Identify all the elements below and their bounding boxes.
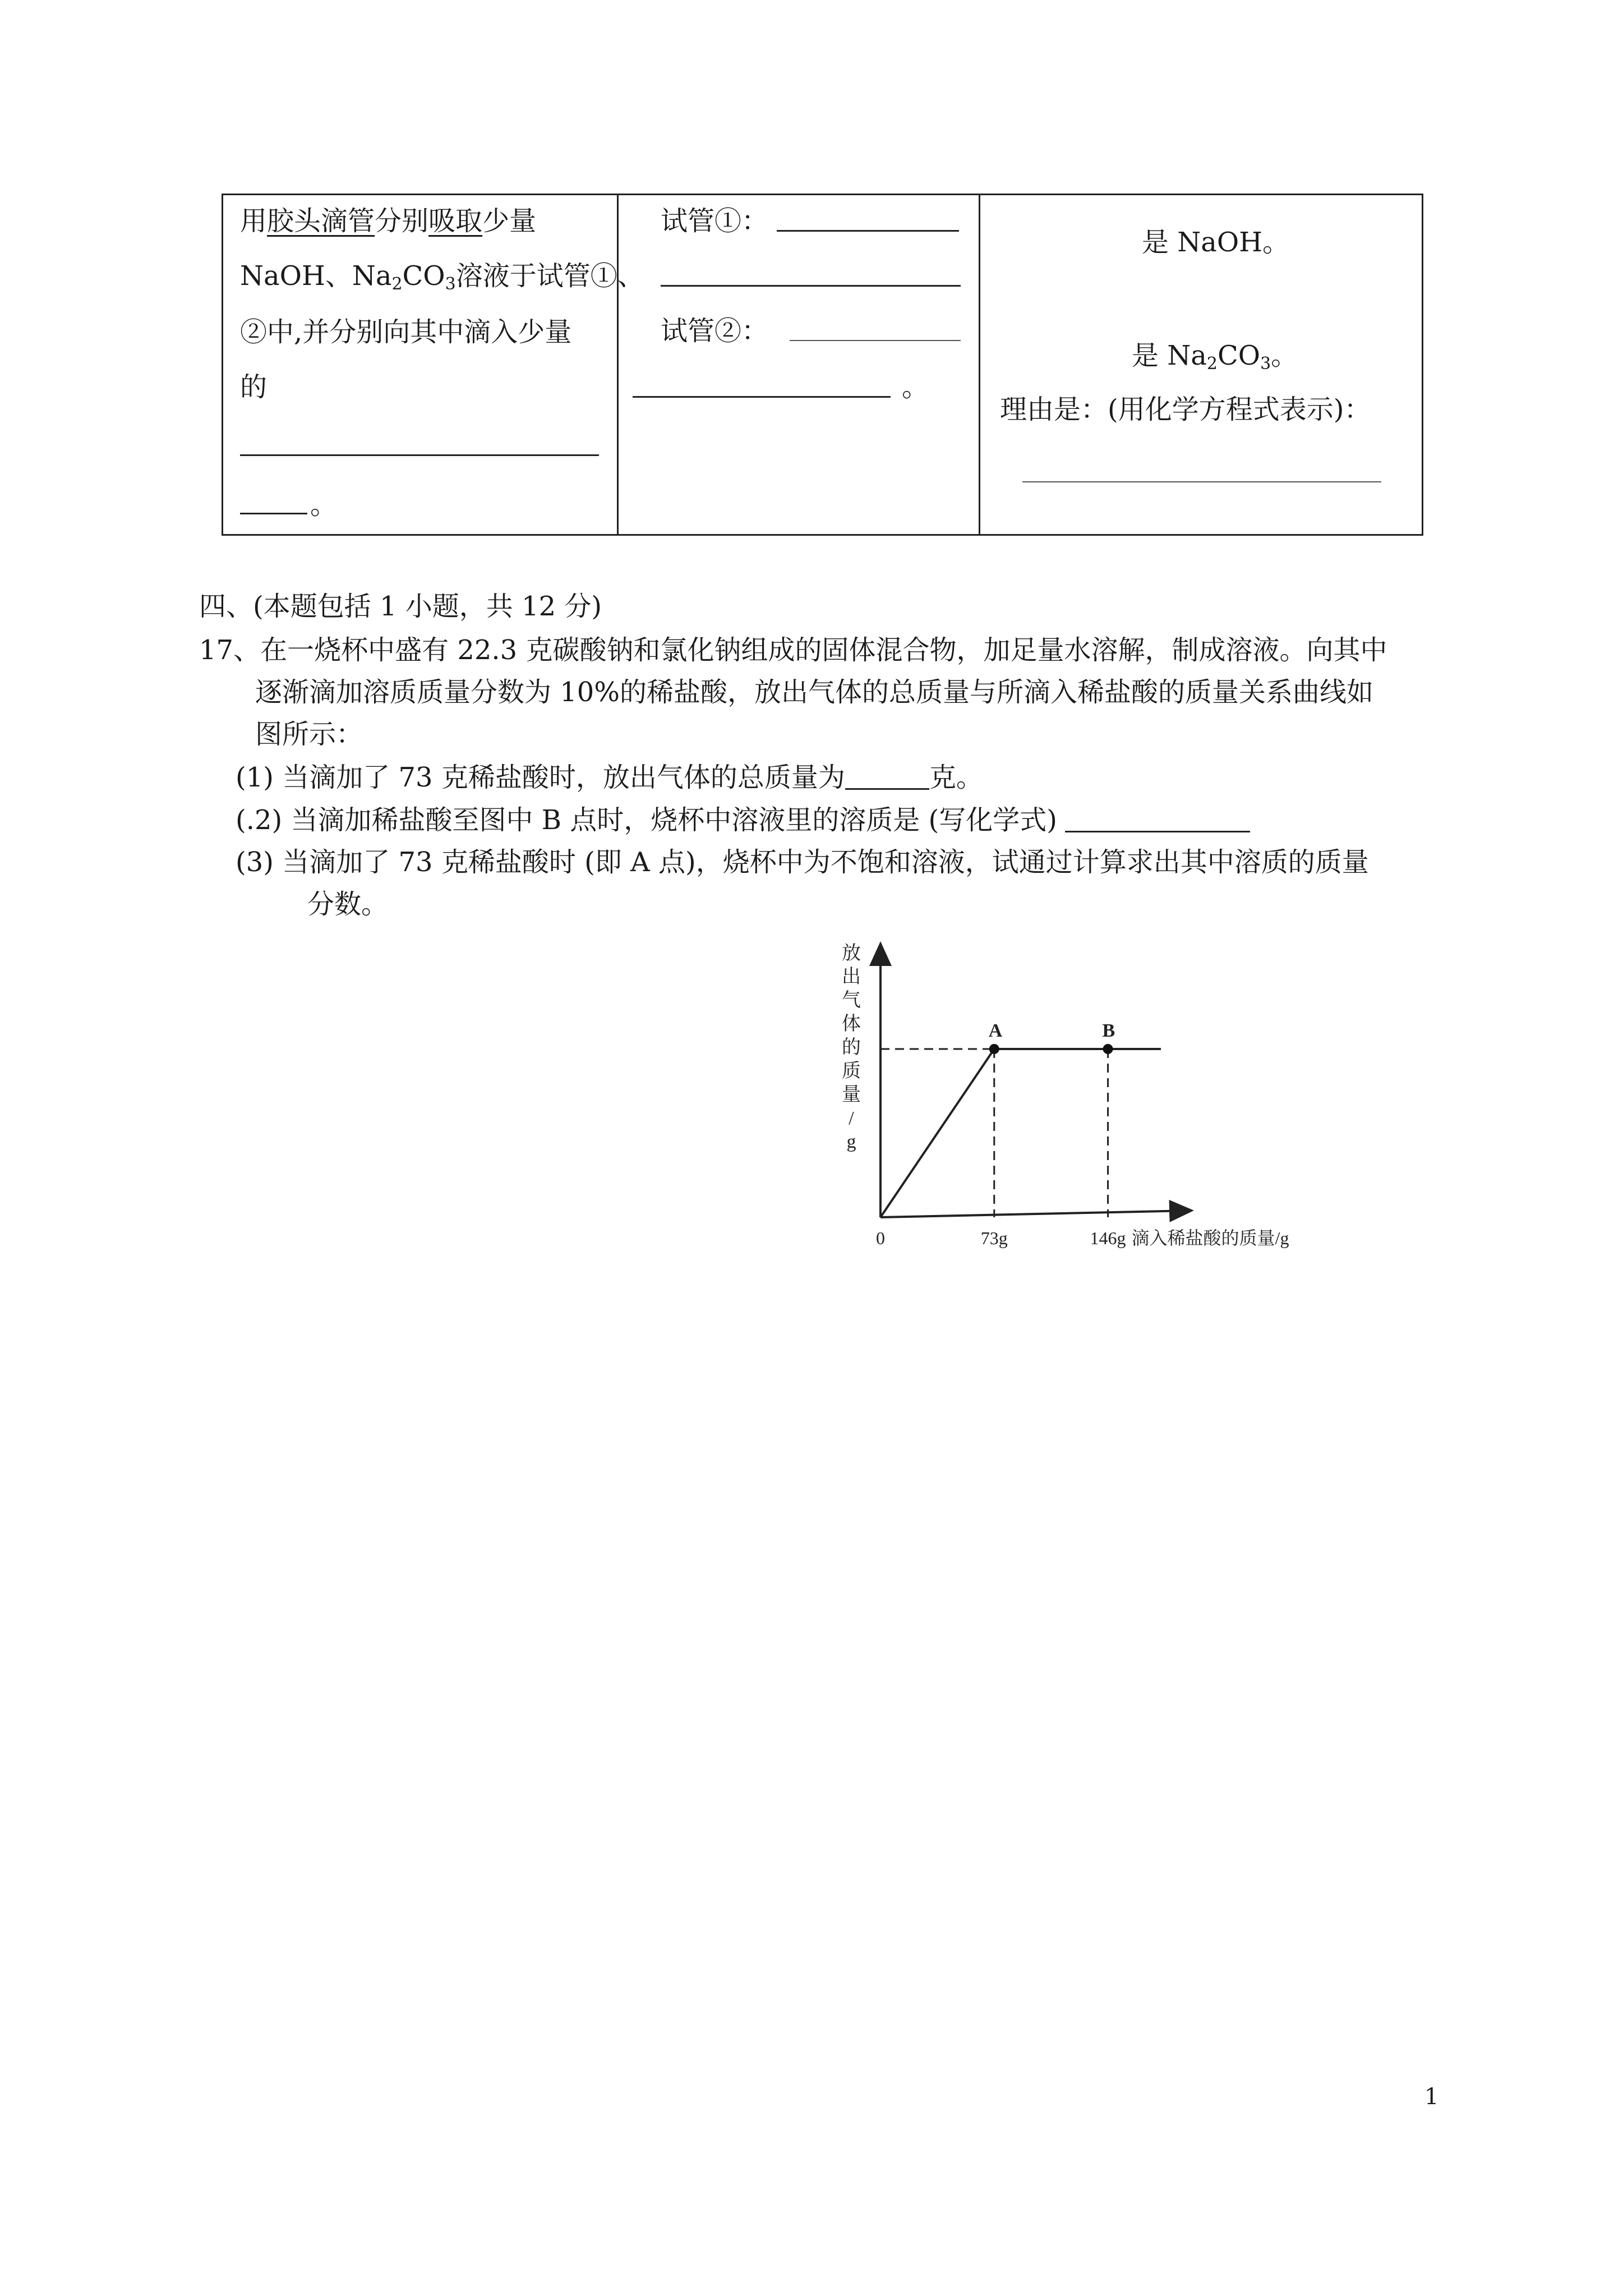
point-b-label: B: [1102, 1020, 1115, 1041]
x-axis: [880, 1211, 1192, 1217]
text: (.2) 当滴加稀盐酸至图中 B 点时，烧杯中溶液里的溶质是 (写化学式): [236, 804, 1058, 836]
question-17-line-1: 17、在一烧杯中盛有 22.3 克碳酸钠和氯化钠组成的固体混合物，加足量水溶解，制成溶液。向其中: [199, 634, 1387, 666]
reagent-blank[interactable]: [240, 454, 599, 456]
y-axis-label-char: 体: [842, 1014, 861, 1034]
y-axis-label-char: 的: [842, 1037, 861, 1058]
point-a: [989, 1044, 999, 1054]
x-axis-label: 滴入稀盐酸的质量/g: [1131, 1228, 1289, 1248]
tube-2-blank[interactable]: [790, 340, 961, 341]
sub-question-3-line-1: (3) 当滴加了 73 克稀盐酸时 (即 A 点)，烧杯中为不饱和溶液，试通过计算求出其中溶质的质量: [236, 846, 1369, 878]
tube-2-blank-cont[interactable]: [633, 396, 891, 398]
y-axis-label-char: 放: [842, 943, 861, 964]
text: 用: [240, 205, 268, 237]
series-line: [880, 1049, 1161, 1217]
procedure-line-3: ②中,并分别向其中滴入少量: [240, 316, 572, 348]
gas-mass-chart: [836, 937, 1289, 1253]
text: CO: [402, 260, 445, 292]
text: (1) 当滴加了 73 克稀盐酸时，放出气体的总质量为: [236, 762, 845, 793]
y-axis-label-char: g: [846, 1131, 856, 1152]
text: 溶液于试管①、: [455, 260, 644, 292]
tube-1-blank-cont[interactable]: [661, 285, 961, 287]
y-axis-label-char: 量: [842, 1084, 861, 1105]
experiment-table: [222, 194, 1423, 536]
underlined-term: 吸取: [428, 205, 483, 237]
equation-blank[interactable]: [1022, 481, 1381, 482]
na2co3-conclusion: [1132, 342, 1298, 372]
section-heading: 四、(本题包括 1 小题，共 12 分): [199, 591, 602, 622]
procedure-line-4: 的: [240, 371, 268, 403]
y-axis-label-char: 出: [842, 967, 861, 987]
reagent-blank-cont[interactable]: [240, 513, 307, 514]
tube-1-blank[interactable]: [777, 230, 959, 232]
answer-blank[interactable]: [845, 766, 929, 790]
subscript: 3: [445, 274, 456, 294]
procedure-cell: [223, 195, 644, 534]
text: CO: [1217, 340, 1261, 371]
underlined-term: 胶头滴管: [267, 205, 375, 237]
question-17-line-3: 图所示：: [255, 719, 363, 750]
subscript: 3: [1260, 354, 1271, 374]
text: 少量: [482, 205, 537, 237]
y-axis-label-char: 气: [842, 990, 861, 1011]
sub-question-3-line-2: 分数。: [307, 889, 389, 920]
naoh-conclusion: 是 NaOH。: [1142, 227, 1290, 258]
subscript: 2: [1206, 354, 1218, 374]
conclusion-cell: [980, 195, 1422, 534]
text: NaOH、Na: [240, 260, 392, 292]
y-axis-label-char: /: [849, 1108, 854, 1129]
procedure-line-2: [240, 260, 644, 294]
chart-svg: [836, 937, 1289, 1251]
phenomenon-cell: [619, 195, 980, 534]
tube-1-label: 试管①：: [661, 205, 769, 237]
sub-question-2: [236, 804, 1250, 836]
subscript: 2: [391, 274, 403, 294]
reason-label: 理由是：(用化学方程式表示)：: [1000, 394, 1371, 425]
sub-question-1: [236, 764, 983, 791]
text: 。: [1271, 340, 1298, 371]
x-tick-label: 146g: [1090, 1228, 1126, 1248]
question-17-line-2: 逐渐滴加溶质质量分数为 10%的稀盐酸，放出气体的总质量与所滴入稀盐酸的质量关系曲线如: [255, 677, 1373, 708]
point-a-label: A: [988, 1020, 1003, 1041]
x-tick-label: 0: [876, 1228, 885, 1248]
text: 是 Na: [1132, 340, 1207, 371]
y-axis-label-char: 质: [842, 1061, 861, 1082]
text: 克。: [929, 762, 983, 793]
text: 分别: [375, 205, 429, 237]
point-b: [1103, 1044, 1113, 1054]
tube-2-label: 试管②：: [661, 315, 769, 347]
page-number: 1: [1424, 2084, 1439, 2110]
end-mark: 。: [902, 371, 929, 403]
procedure-line-1: [240, 205, 537, 237]
answer-blank[interactable]: [1065, 808, 1250, 832]
x-tick-label: 73g: [980, 1228, 1008, 1248]
end-mark: 。: [310, 489, 338, 521]
